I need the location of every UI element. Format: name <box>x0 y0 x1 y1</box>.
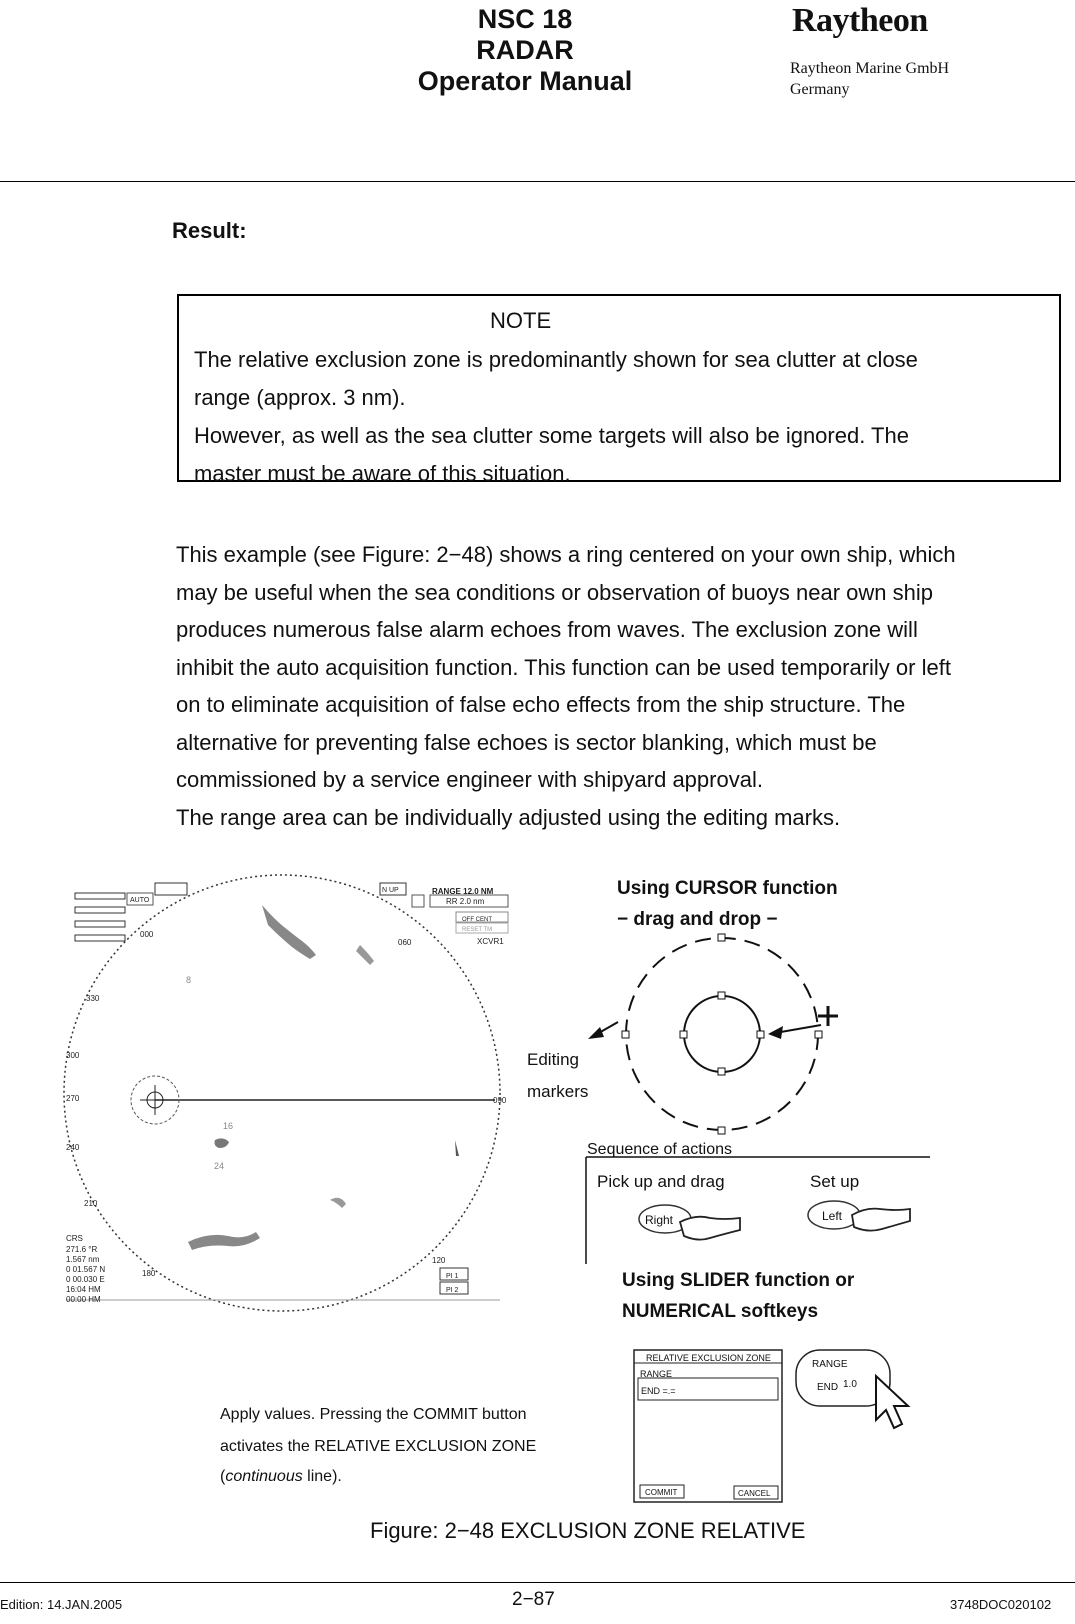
editing-marker[interactable] <box>718 1068 725 1075</box>
coastline-shape-south <box>188 1232 260 1250</box>
company-country: Germany <box>790 81 850 98</box>
bearing-240: 240 <box>66 1143 80 1152</box>
bearing-090: 090 <box>493 1096 507 1105</box>
exclusion-dialog <box>634 1350 908 1502</box>
body-line: commissioned by a service engineer with shipyard approval. <box>176 767 763 792</box>
note-line: range (approx. 3 nm). <box>194 385 406 410</box>
commit-label: COMMIT <box>645 1488 678 1497</box>
editing-marker[interactable] <box>680 1031 687 1038</box>
body-line: on to eliminate acquisition of false echo effects from the ship structure. The <box>176 692 906 717</box>
body-line: inhibit the auto acquisition function. This function can be used temporarily or left <box>176 654 951 680</box>
radar-hdg-mode: N UP <box>382 887 399 894</box>
radar-rr: RR 2.0 nm <box>446 897 485 906</box>
body-line: may be useful when the sea conditions or observation of buoys near own ship <box>176 579 934 605</box>
footer-edition: Edition: 14.JAN.2005 <box>0 1597 123 1612</box>
radar-offcent: OFF CENT <box>462 917 492 923</box>
editing-label: Editing <box>527 1050 579 1069</box>
bearing-120: 120 <box>432 1256 446 1265</box>
body-line: alternative for preventing false echoes is sector blanking, which must be <box>176 729 877 755</box>
dialog-title: RELATIVE EXCLUSION ZONE <box>646 1353 771 1363</box>
figure-caption: Figure: 2−48 EXCLUSION ZONE RELATIVE <box>370 1518 806 1543</box>
bearing-060: 060 <box>398 938 412 947</box>
header-radar: RADAR <box>476 35 574 65</box>
dialog-end-value: END =.= <box>641 1386 676 1396</box>
note-line: However, as well as the sea clutter some targets will also be ignored. The <box>194 423 909 448</box>
setup-label: Set up <box>810 1172 860 1191</box>
editing-marker[interactable] <box>718 992 725 999</box>
bearing-000: 000 <box>140 930 154 939</box>
footer-rule <box>0 1582 1075 1583</box>
radar-value-4: 0 00.030 E <box>66 1275 105 1284</box>
markers-label: markers <box>527 1082 589 1101</box>
cursor-diagram <box>588 934 838 1134</box>
bearing-270: 270 <box>66 1094 80 1103</box>
radar-value-5: 16:04 HM <box>66 1285 101 1294</box>
body-line: The range area can be individually adjusted using the editing marks. <box>176 804 841 830</box>
footer-page: 2−87 <box>512 1589 555 1610</box>
bearing-300: 300 <box>66 1051 80 1060</box>
radar-display <box>64 875 508 1311</box>
apply-italic: continuous <box>225 1468 303 1485</box>
note-line: The relative exclusion zone is predominantly shown for sea clutter at close <box>194 347 918 372</box>
target-16: 16 <box>223 1121 234 1131</box>
company-name: Raytheon Marine GmbH <box>790 60 950 77</box>
header-manual: Operator Manual <box>417 66 633 96</box>
knob-end-label: END <box>817 1382 839 1393</box>
bearing-210: 210 <box>84 1199 98 1208</box>
right-button-label: Right <box>645 1213 674 1227</box>
solid-zone-ring <box>684 996 760 1072</box>
editing-marker[interactable] <box>718 934 725 941</box>
note-title: NOTE <box>490 308 552 333</box>
header-product: NSC 18 <box>477 4 573 34</box>
radar-auto: AUTO <box>130 897 150 904</box>
bearing-330: 330 <box>86 994 100 1003</box>
dashed-zone-ring <box>626 938 818 1130</box>
hand-icon <box>680 1217 740 1240</box>
editing-marker[interactable] <box>757 1031 764 1038</box>
cancel-label: CANCEL <box>738 1489 771 1498</box>
brand-logo: Raytheon <box>792 2 928 39</box>
radar-range: RANGE 12.0 NM <box>432 887 494 896</box>
radar-value-1: 271.6 °R <box>66 1245 98 1254</box>
editing-arrow <box>588 1027 604 1039</box>
pointer-arrow-icon <box>876 1376 908 1428</box>
knob-value: 1.0 <box>843 1379 857 1390</box>
footer-doc: 3748DOC020102 <box>950 1597 1052 1612</box>
body-line: This example (see Figure: 2−48) shows a ring centered on your own ship, which <box>176 542 956 567</box>
radar-reset: RESET TM <box>462 927 493 933</box>
target-24: 24 <box>214 1161 225 1171</box>
body-line: produces numerous false alarm echoes from waves. The exclusion zone will <box>176 617 918 642</box>
result-heading: Result: <box>172 218 247 243</box>
radar-xcvr: XCVR1 <box>477 937 504 946</box>
cursor-subtitle: − drag and drop − <box>617 909 778 930</box>
radar-value-2: 1.567 nm <box>66 1255 100 1264</box>
apply-text-1: Apply values. Pressing the COMMIT button <box>220 1406 527 1423</box>
bearing-180: 180 <box>142 1269 156 1278</box>
radar-value-3: 0 01.567 N <box>66 1265 106 1274</box>
editing-marker[interactable] <box>622 1031 629 1038</box>
pi2-label: PI 2 <box>446 1287 459 1294</box>
target-8: 8 <box>186 975 192 985</box>
apply-open-paren: ( <box>220 1468 226 1485</box>
apply-rest: line). <box>302 1468 342 1485</box>
slider-title: Using SLIDER function or <box>622 1270 855 1291</box>
sequence-label: Sequence of actions <box>587 1141 732 1158</box>
coastline-shape <box>262 905 316 959</box>
cursor-title: Using CURSOR function <box>617 878 838 899</box>
knob-range-label: RANGE <box>812 1359 848 1370</box>
apply-text-3 <box>220 1468 342 1485</box>
slider-subtitle: NUMERICAL softkeys <box>622 1301 819 1322</box>
apply-text-2: activates the RELATIVE EXCLUSION ZONE <box>220 1438 537 1455</box>
note-line: master must be aware of this situation. <box>194 461 571 486</box>
editing-marker[interactable] <box>718 1127 725 1134</box>
drag-arrow <box>768 1026 783 1039</box>
dialog-range-label: RANGE <box>640 1369 673 1379</box>
hand-icon <box>852 1209 910 1231</box>
left-button-label: Left <box>822 1209 843 1223</box>
radar-panel-bar <box>75 893 125 899</box>
pick-label: Pick up and drag <box>597 1172 725 1191</box>
radar-range-ring <box>64 875 500 1311</box>
editing-marker[interactable] <box>815 1031 822 1038</box>
radar-value-6: 00:00 HM <box>66 1295 101 1304</box>
radar-crs: CRS <box>66 1234 83 1243</box>
pi1-label: PI 1 <box>446 1273 459 1280</box>
